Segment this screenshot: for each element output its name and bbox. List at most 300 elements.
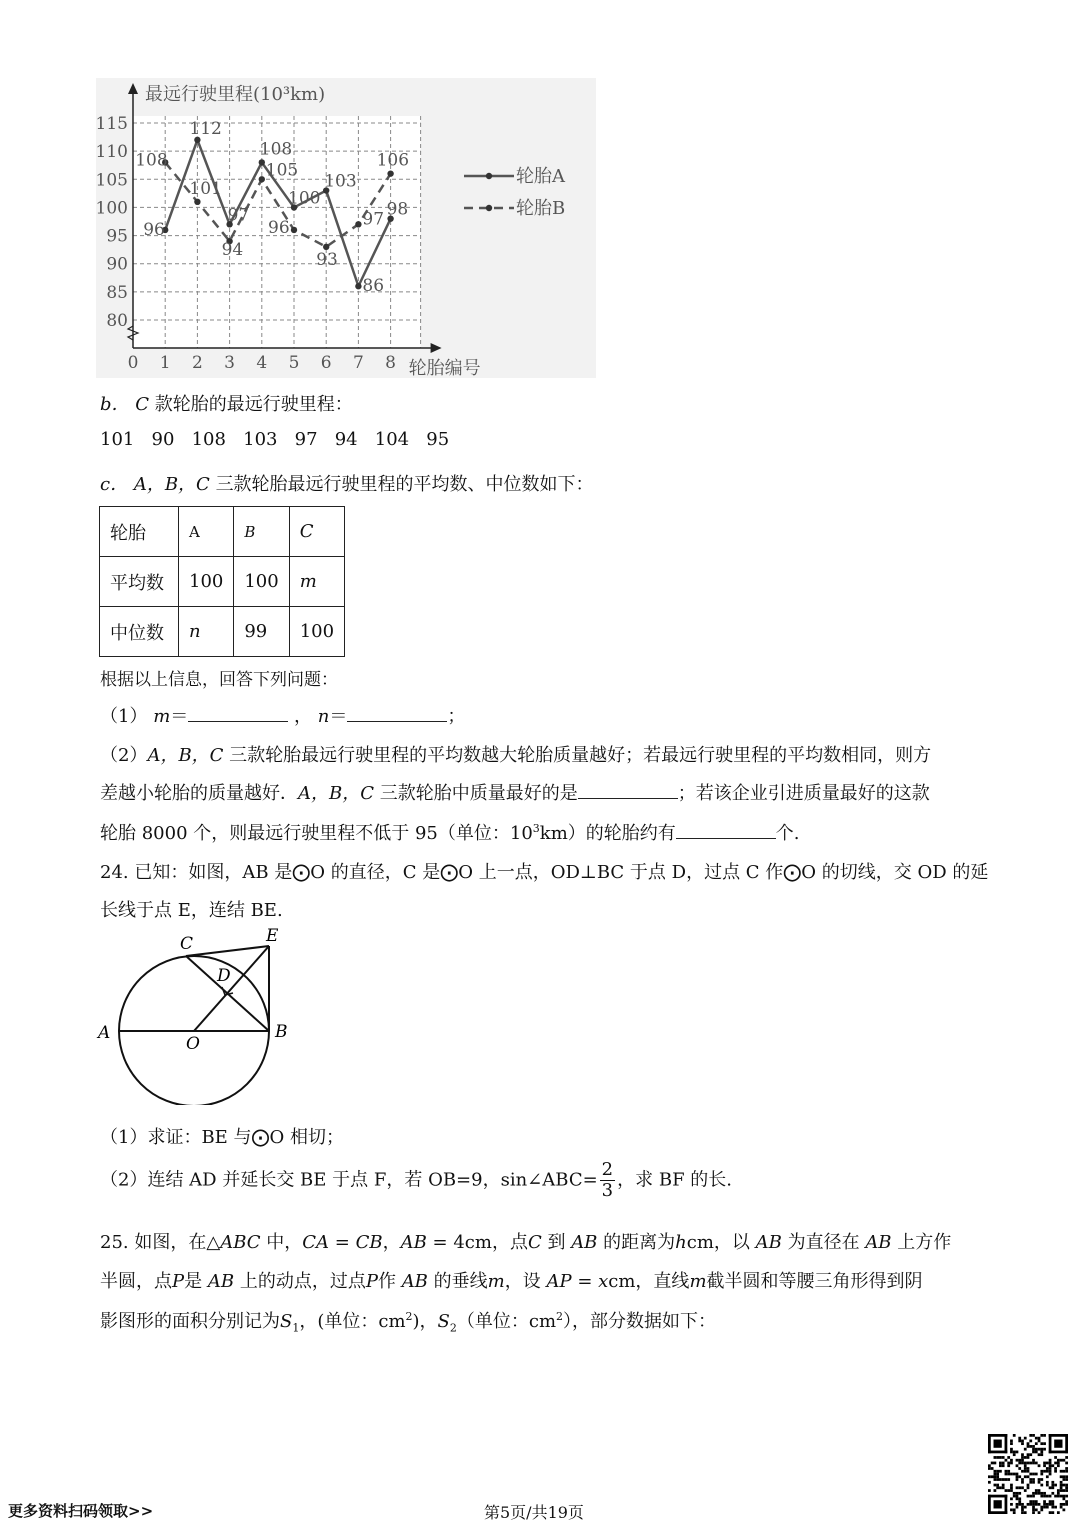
y-tick-label: 115 [96,114,128,134]
qr-module [1062,1508,1065,1511]
q25-s1: S [280,1311,293,1332]
qr-module [1051,1464,1054,1467]
tangent-ce [186,946,269,956]
qr-module [1065,1503,1068,1506]
qr-finder [1049,1451,1068,1454]
q25-p: P [365,1271,378,1292]
series-b-point [387,170,393,176]
qr-module [996,1470,999,1473]
q25-abc: ABC [220,1232,261,1253]
table-row [100,507,345,557]
q25-text: 的距离为 [597,1232,676,1253]
tire-mileage-chart [96,78,596,378]
qr-module [1043,1448,1046,1451]
series-a-data-label: 98 [386,199,409,220]
qr-module [1035,1503,1038,1506]
qr-module [1040,1478,1043,1481]
x-tick-label: 0 [127,353,139,373]
y-axis-title: 最远行驶里程(10³km) [145,84,326,105]
qr-module [1040,1451,1043,1454]
qr-module [1040,1492,1043,1495]
x-axis-arrow [431,343,442,353]
qr-module [1043,1464,1046,1467]
qr-module [1060,1495,1063,1498]
y-tick-label: 80 [106,311,128,331]
qr-module [1065,1478,1068,1481]
qr-module [996,1478,999,1481]
q25-text: 到 [541,1232,572,1253]
qr-module [1038,1437,1041,1440]
qr-module [1027,1503,1030,1506]
qr-module [1013,1451,1016,1454]
series-b-point [259,176,265,182]
qr-module [1049,1495,1052,1498]
q2-line-1 [100,741,931,767]
qr-module [1027,1453,1030,1456]
qr-module [1038,1492,1041,1495]
table-cell: B [234,507,289,557]
qr-module [1013,1453,1016,1456]
q1-number: （1） [100,706,148,727]
qr-module [1032,1481,1035,1484]
qr-module [988,1489,991,1492]
qr-module [1032,1503,1035,1506]
qr-module [1062,1497,1065,1500]
q25-text: 的垂线 [427,1271,488,1292]
q25-ab: AB [865,1232,892,1253]
q25-p: P [172,1271,185,1292]
qr-module [1007,1489,1010,1492]
qr-module [991,1467,994,1470]
qr-module [1021,1442,1024,1445]
qr-module [1038,1489,1041,1492]
qr-module [1035,1442,1038,1445]
qr-module [1057,1492,1060,1495]
qr-module [1016,1495,1019,1498]
qr-module [1040,1506,1043,1509]
qr-module [1021,1440,1024,1443]
qr-module [1021,1503,1024,1506]
q2-line-3 [100,819,800,845]
series-a-data-label: 100 [288,188,321,209]
qr-module [1024,1467,1027,1470]
q25-ab: AB [207,1271,235,1292]
x-tick-label: 2 [191,353,203,373]
qr-module [1021,1459,1024,1462]
q1-m-blank[interactable] [188,703,288,722]
qr-module [994,1489,997,1492]
qr-module [1029,1453,1032,1456]
y-axis-arrow [128,83,138,94]
q2-l3-c: 个. [775,823,800,844]
qr-module [1049,1459,1052,1462]
qr-finder [1054,1440,1062,1448]
qr-module [1021,1456,1024,1459]
qr-module [994,1475,997,1478]
qr-module [1027,1470,1030,1473]
q2-l1-text: 三款轮胎最远行驶里程的平均数越大轮胎质量越好；若最远行驶里程的平均数相同，则方 [223,745,932,766]
x-tick-label: 3 [224,353,236,373]
series-a-point [355,283,361,289]
q1-comma: ， [294,706,312,727]
qr-module [1016,1459,1019,1462]
qr-module [1024,1489,1027,1492]
table-cell: 100 [289,607,344,657]
series-b-data-label: 108 [135,150,168,171]
qr-module [999,1464,1002,1467]
qr-module [1016,1464,1019,1467]
qr-finder [1005,1495,1008,1514]
qr-module [1016,1478,1019,1481]
qr-module [1038,1453,1041,1456]
qr-finder [988,1511,1007,1514]
table-cell: 平均数 [100,557,179,607]
q25-text: ，设 [504,1271,547,1292]
qr-module [1038,1440,1041,1443]
qr-module [1024,1456,1027,1459]
qr-module [1049,1503,1052,1506]
unit-km: km [539,823,568,844]
table-cell: 100 [234,557,289,607]
qr-module [1018,1475,1021,1478]
q25-line-2 [100,1267,923,1293]
qr-module [1032,1492,1035,1495]
qr-module [1046,1475,1049,1478]
question-1 [100,702,465,728]
q1-n-blank[interactable] [347,703,447,722]
qr-module [1013,1473,1016,1476]
q2-count-blank[interactable] [676,820,776,839]
fraction-two-thirds [600,1160,615,1201]
qr-finder [988,1434,1007,1437]
qr-finder [988,1495,1007,1498]
unit-sup: 3 [532,822,540,835]
qr-module [1018,1486,1021,1489]
q25-sup: 2 [405,1310,413,1323]
q25-text: 中， [260,1232,303,1253]
qr-module [1060,1506,1063,1509]
qr-module [1016,1503,1019,1506]
x-tick-label: 8 [385,353,397,373]
qr-module [1049,1500,1052,1503]
q25-ap: AP [546,1271,572,1292]
legend-marker [486,205,492,211]
series-a-data-label: 86 [362,276,385,297]
q24-part-2 [100,1160,732,1201]
qr-finder [988,1434,991,1453]
qr-finder [1049,1434,1052,1453]
qr-module [999,1486,1002,1489]
qr-module [1021,1506,1024,1509]
legend-label: 轮胎B [516,198,566,219]
qr-module [1035,1448,1038,1451]
y-tick-label: 110 [96,142,128,163]
qr-module [996,1486,999,1489]
qr-module [1051,1506,1054,1509]
qr-module [1013,1495,1016,1498]
qr-module [994,1473,997,1476]
qr-module [1024,1475,1027,1478]
qr-module [1005,1459,1008,1462]
q2-number: （2） [100,745,148,766]
qr-module [1024,1511,1027,1514]
label-d: D [217,966,231,986]
qr-module [1027,1486,1030,1489]
c-letter: c． [100,474,129,495]
qr-module [991,1475,994,1478]
qr-module [1046,1462,1049,1465]
qr-module [999,1456,1002,1459]
table-row [100,557,345,607]
qr-module [1049,1511,1052,1514]
qr-module [1062,1484,1065,1487]
qr-module [1038,1448,1041,1451]
series-a-data-label: 108 [259,139,293,160]
qr-module [994,1484,997,1487]
qr-module [1051,1503,1054,1506]
series-b-point [194,199,200,205]
qr-module [1065,1486,1068,1489]
y-tick-label: 95 [106,226,128,247]
q25-text: （单位：cm [456,1311,557,1332]
qr-module [1065,1467,1068,1470]
qr-module [1021,1478,1024,1481]
qr-module [1007,1456,1010,1459]
q25-line-1 [100,1228,951,1254]
qr-module [1035,1437,1038,1440]
unit-base: 10 [509,823,533,844]
qr-module [1051,1486,1054,1489]
qr-module [1062,1503,1065,1506]
qr-module [1024,1470,1027,1473]
q25-c: C [527,1232,542,1253]
qr-module [1040,1434,1043,1437]
qr-module [1029,1503,1032,1506]
circle-geometry-figure [92,925,302,1105]
qr-module [1010,1462,1013,1465]
q25-text: 作 [377,1271,402,1292]
q25-sup: 2 [556,1310,564,1323]
q25-text: 为直径在 [781,1232,866,1253]
qr-module [1002,1464,1005,1467]
qr-module [1032,1495,1035,1498]
qr-module [1043,1503,1046,1506]
series-b-data-label: 97 [362,209,385,230]
series-b-data-label: 96 [268,217,290,238]
qr-module [1021,1470,1024,1473]
qr-module [1021,1462,1024,1465]
qr-module [1040,1473,1043,1476]
qr-module [1040,1442,1043,1445]
qr-module [1024,1448,1027,1451]
qr-module [1021,1511,1024,1514]
qr-module [1038,1478,1041,1481]
qr-module [1024,1462,1027,1465]
x-tick-label: 6 [320,353,332,373]
qr-module [1007,1473,1010,1476]
qr-module [1051,1492,1054,1495]
qr-module [1040,1508,1043,1511]
qr-module [1016,1497,1019,1500]
qr-finder [1049,1434,1068,1437]
qr-module [999,1470,1002,1473]
q25-text: 上方作 [891,1232,952,1253]
y-tick-label: 90 [106,254,128,275]
table-cell: m [289,557,344,607]
q1-eq: ＝ [170,706,189,727]
qr-module [1032,1462,1035,1465]
c-values-line: 101 90 108 103 97 94 104 95 [100,429,450,450]
qr-module [1016,1506,1019,1509]
qr-module [1038,1503,1041,1506]
qr-module [1054,1467,1057,1470]
label-c: C [180,934,194,954]
qr-module [1027,1445,1030,1448]
legend-label: 轮胎A [516,166,565,187]
qr-finder [988,1451,1007,1454]
qr-module [1029,1500,1032,1503]
qr-module [1018,1437,1021,1440]
q2-best-blank[interactable] [578,780,678,799]
q25-ab: AB [755,1232,782,1253]
x-tick-label: 7 [352,353,364,373]
qr-module [1065,1475,1068,1478]
b-letter: b． [100,394,130,415]
qr-module [1010,1503,1013,1506]
qr-module [1032,1473,1035,1476]
q25-sub: 1 [292,1321,300,1335]
qr-module [1013,1511,1016,1514]
qr-finder [988,1495,991,1514]
series-b-data-label: 106 [376,150,410,171]
q25-h: h [675,1232,687,1253]
qr-module [1010,1484,1013,1487]
table-row [100,607,345,657]
qr-module [1051,1500,1054,1503]
series-b-data-label: 105 [265,160,299,181]
qr-module [1018,1492,1021,1495]
qr-module [1038,1511,1041,1514]
b-intro-text: 款轮胎的最远行驶里程： [154,394,353,415]
qr-module [1021,1481,1024,1484]
q25-m: m [689,1271,707,1292]
q25-text: 上的动点，过点 [234,1271,366,1292]
qr-module [1018,1462,1021,1465]
series-a-data-label: 112 [189,118,222,139]
qr-module [1038,1464,1041,1467]
q1-n: n [317,706,330,727]
qr-module [1032,1434,1035,1437]
qr-module [1010,1508,1013,1511]
footer-more-resources[interactable]: 更多资料扫码领取>> [8,1502,154,1520]
qr-module [1018,1440,1021,1443]
qr-module [1060,1489,1063,1492]
frac-num: 2 [601,1159,614,1180]
q1-end: ； [447,706,466,727]
q25-text: 截半圆和等腰三角形得到阴 [706,1271,923,1292]
x-tick-label: 1 [159,353,171,373]
qr-module [1010,1486,1013,1489]
qr-module [1057,1489,1060,1492]
qr-module [996,1473,999,1476]
x-axis-title: 轮胎编号 [408,358,481,378]
qr-module [1040,1495,1043,1498]
q2-line-2 [100,779,930,805]
label-e: E [266,926,279,946]
qr-module [1060,1486,1063,1489]
q25-sub: 2 [449,1321,457,1335]
series-b-point [355,221,361,227]
qr-module [1043,1492,1046,1495]
qr-module [1049,1470,1052,1473]
table-cell: 100 [179,557,234,607]
qr-module [1002,1484,1005,1487]
qr-module [1007,1464,1010,1467]
y-tick-label: 85 [106,282,128,303]
stats-table [99,506,345,657]
legend-marker [486,173,492,179]
qr-module [1054,1462,1057,1465]
qr-module [1032,1459,1035,1462]
qr-module [988,1481,991,1484]
series-b-data-label: 101 [189,178,222,199]
c-intro-line [100,470,594,496]
qr-module [1057,1495,1060,1498]
qr-module [1016,1492,1019,1495]
qr-module [1005,1470,1008,1473]
qr-module [1002,1478,1005,1481]
qr-finder [994,1440,1002,1448]
qr-module [1002,1486,1005,1489]
qr-module [1007,1478,1010,1481]
q24-line-1: 24. 已知：如图，AB 是⨀O 的直径，C 是⨀O 上一点，OD⊥BC 于点 D，过点 C 作⨀O 的切线，交 OD 的延 [100,862,989,883]
q2-l3-b: ）的轮胎约有 [567,823,676,844]
qr-module [1051,1481,1054,1484]
qr-module [1027,1495,1030,1498]
qr-module [1032,1448,1035,1451]
qr-module [1057,1464,1060,1467]
qr-module [1013,1492,1016,1495]
qr-module [988,1464,991,1467]
qr-module [1046,1495,1049,1498]
qr-module [1029,1445,1032,1448]
qr-module [994,1470,997,1473]
x-tick-label: 4 [256,353,268,373]
series-b-data-label: 93 [316,249,338,270]
qr-module [1035,1462,1038,1465]
table-cell: 轮胎 [100,507,179,557]
qr-module [1060,1475,1063,1478]
qr-module [1010,1459,1013,1462]
qr-module [1054,1506,1057,1509]
qr-module [1035,1500,1038,1503]
series-b-data-label: 94 [221,240,244,261]
qr-module [1043,1506,1046,1509]
qr-module [1029,1495,1032,1498]
qr-module [1021,1486,1024,1489]
qr-module [1057,1511,1060,1514]
qr-module [1005,1489,1008,1492]
qr-module [1062,1470,1065,1473]
qr-module [1040,1448,1043,1451]
qr-module [1027,1467,1030,1470]
q25-ab: AB [400,1232,427,1253]
qr-code-icon[interactable] [988,1434,1068,1514]
frac-den: 3 [601,1180,614,1201]
qr-module [1043,1470,1046,1473]
qr-module [1016,1475,1019,1478]
qr-module [1040,1484,1043,1487]
